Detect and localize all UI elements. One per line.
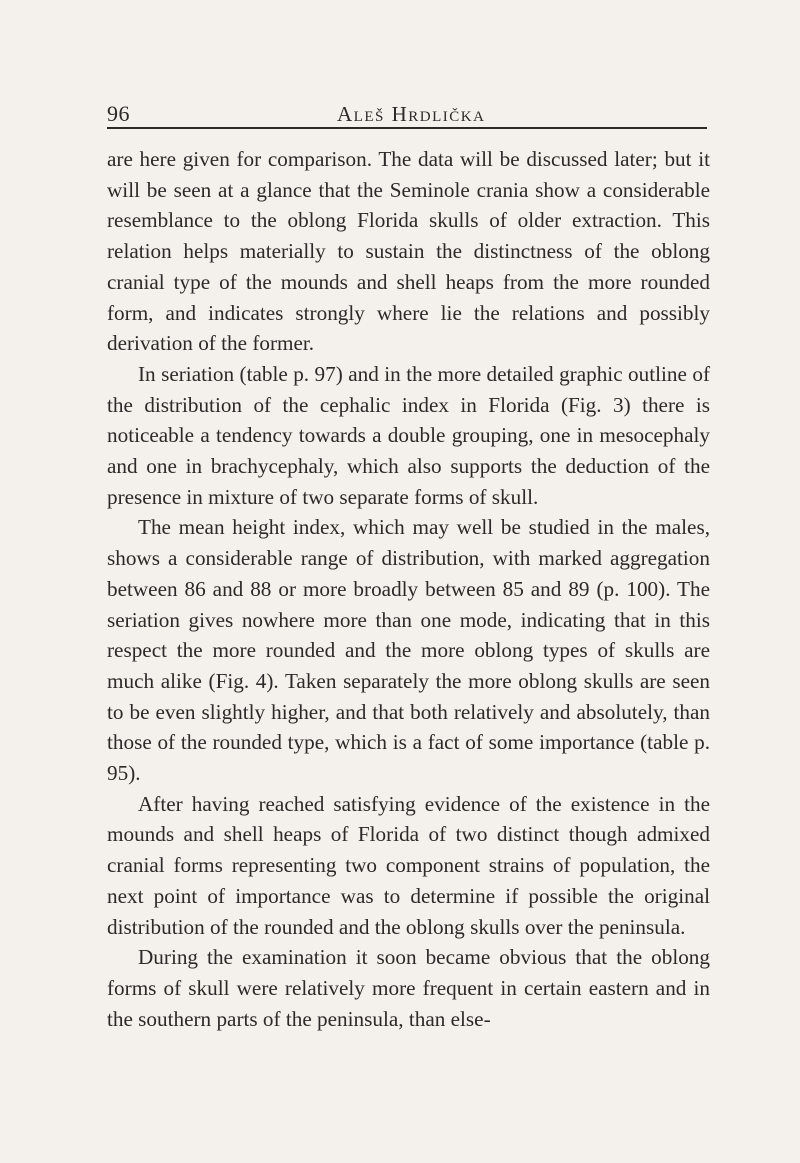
page-number: 96: [107, 101, 130, 126]
page-header: [107, 101, 707, 127]
paragraph-1: are here given for comparison. The data will be discussed later; but it will be seen at a glance that the Seminole crania show a considerable resemblance to the oblong Florida skulls of older extraction. This relation helps materially to sustain the distinctness of the oblong cranial type of the mounds and shell heaps from the more rounded form, and indicates strongly where lie the relations and possibly derivation of the former.: [107, 147, 710, 356]
header-rule: [107, 127, 707, 129]
paragraph-5: During the examination it soon became obvious that the oblong forms of skull were relatively more frequent in certain eastern and in the southern parts of the peninsula, than else-: [107, 945, 710, 1031]
paragraph-2: In seriation (table p. 97) and in the more detailed graphic outline of the distribution of the cephalic index in Florida (Fig. 3) there is noticeable a tendency towards a double grouping, one in mesocephaly and one in brachycephaly, which also supports the deduction of the presence in mixture of two separate forms of skull.: [107, 361, 710, 509]
paragraph-4: After having reached satisfying evidence of the existence in the mounds and shell heaps of Florida of two distinct though admixed cranial forms representing two component strains of population, the next point of importance was to determine if possible the original distribution of the rounded and the oblong skulls over the peninsula.: [107, 791, 710, 939]
body-text: [107, 144, 710, 1034]
paragraph-3: The mean height index, which may well be studied in the males, shows a considerable range of distribution, with marked aggregation between 86 and 88 or more broadly between 85 and 89 (p. 100). The seriation gives nowhere more than one mode, indicating that in this respect the more rounded and the more oblong types of skulls are much alike (Fig. 4). Taken separately the more oblong skulls are seen to be even slightly higher, and that both relatively and absolutely, than those of the rounded type, which is a fact of some importance (table p. 95).: [107, 515, 710, 786]
running-head: Aleš Hrdlička: [337, 102, 486, 126]
